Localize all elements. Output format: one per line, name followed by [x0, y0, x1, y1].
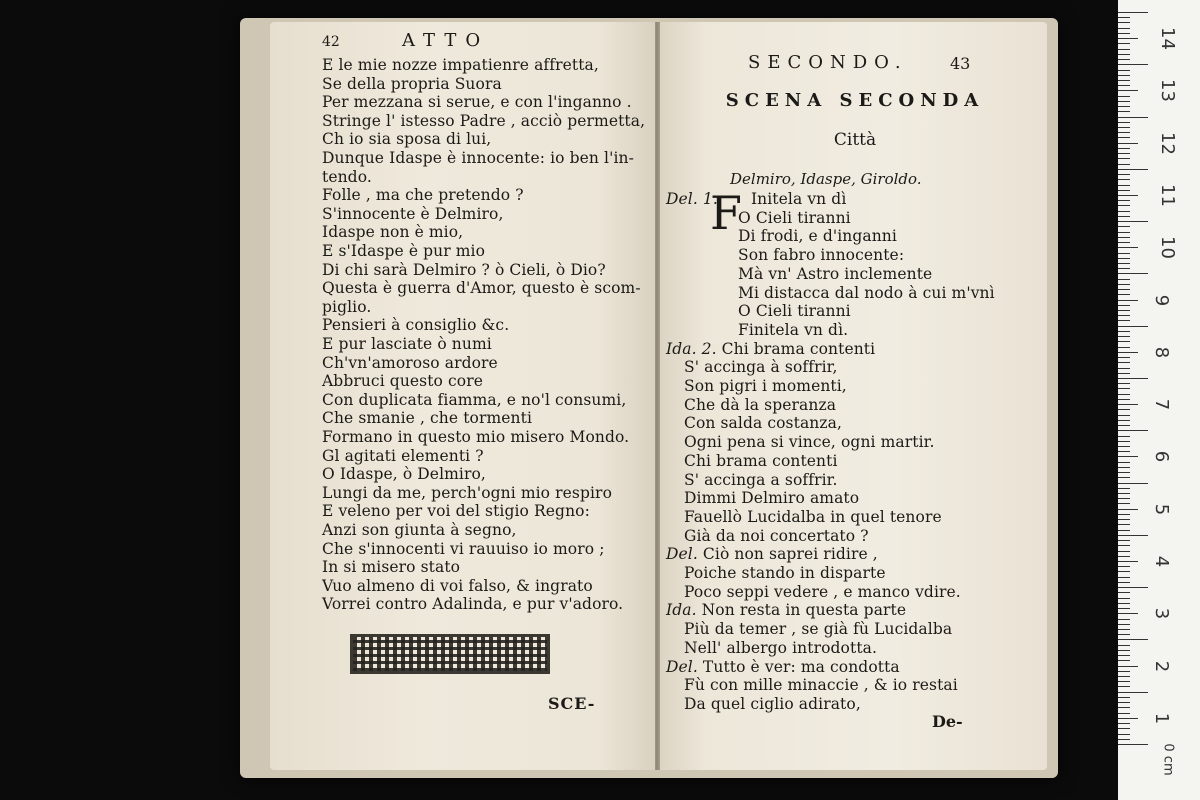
- ruler-tick: [1118, 566, 1130, 567]
- scene-title: SCENA SECONDA: [725, 90, 985, 111]
- right-text-line: [666, 190, 846, 208]
- ruler-tick: [1118, 676, 1130, 677]
- left-page: [270, 22, 655, 770]
- right-text-line: [684, 489, 859, 507]
- ruler-tick: [1118, 153, 1130, 154]
- ruler-tick: [1118, 22, 1130, 23]
- ruler-tick: [1118, 341, 1130, 342]
- ruler-tick: [1118, 483, 1148, 484]
- ruler-number: 7: [1151, 398, 1173, 411]
- left-text-line: Dunque Idaspe è innocente: io ben l'in-: [322, 149, 634, 167]
- ruler-number: 2: [1151, 660, 1173, 672]
- left-text-line: Con duplicata fiamma, e no'l consumi,: [322, 390, 627, 409]
- left-text-line: Per mezzana si serue, e con l'inganno .: [322, 93, 632, 112]
- speaker-label: Ida. 2.: [666, 339, 722, 358]
- right-catchword: De-: [932, 712, 963, 731]
- left-catchword: SCE-: [548, 694, 596, 713]
- ruler-tick: [1118, 158, 1130, 159]
- ruler-tick: [1118, 660, 1130, 661]
- ruler-tick: [1118, 174, 1130, 175]
- ruler-tick: [1118, 666, 1138, 667]
- left-text-line: Gl agitati elementi ?: [322, 446, 484, 465]
- ruler-tick: [1118, 85, 1130, 86]
- ruler-tick: [1118, 54, 1130, 55]
- ruler-number: 10: [1156, 236, 1178, 260]
- ruler-tick: [1118, 634, 1130, 635]
- ruler-number: 4: [1151, 555, 1173, 568]
- ruler-tick: [1118, 409, 1130, 410]
- right-text-line: [684, 471, 837, 489]
- ruler-tick: [1118, 456, 1138, 457]
- ruler-tick: [1118, 75, 1130, 76]
- left-text-line: Pensieri à consiglio &c.: [322, 316, 510, 335]
- ruler-tick: [1118, 221, 1148, 222]
- ruler-tick: [1118, 524, 1130, 525]
- ruler-tick: [1118, 70, 1130, 71]
- ruler-tick: [1118, 237, 1130, 238]
- verse-text: S' accinga a soffrir.: [684, 470, 838, 489]
- ruler-tick: [1118, 436, 1130, 437]
- ruler-tick: [1118, 336, 1130, 337]
- verse-text: Poco seppi vedere , e manco vdire.: [684, 582, 961, 601]
- ruler-tick: [1118, 587, 1148, 588]
- ruler-tick: [1118, 718, 1138, 719]
- right-text-line: [666, 340, 875, 358]
- left-text-line: O Idaspe, ò Delmiro,: [322, 465, 486, 484]
- ruler-tick: [1118, 441, 1130, 442]
- ruler-tick: [1118, 556, 1130, 557]
- ruler-tick: [1118, 273, 1148, 274]
- right-text-line: [738, 302, 851, 320]
- ruler-tick: [1118, 713, 1130, 714]
- ruler-tick: [1118, 551, 1130, 552]
- verse-text: Tutto è ver: ma condotta: [702, 657, 900, 676]
- ruler-tick: [1118, 315, 1130, 316]
- right-text-line: [684, 358, 837, 376]
- ruler-tick: [1118, 535, 1148, 536]
- ruler-tick: [1118, 127, 1130, 128]
- ruler-tick: [1118, 49, 1130, 50]
- right-text-line: [684, 414, 842, 432]
- ruler-tick: [1118, 137, 1130, 138]
- ruler-tick: [1118, 702, 1130, 703]
- ruler-number: 8: [1151, 346, 1173, 359]
- verse-text: Da quel ciglio adirato,: [684, 694, 861, 713]
- ruler-tick: [1118, 603, 1130, 604]
- left-text-line: In si misero stato: [322, 558, 461, 577]
- right-text-line: [666, 601, 906, 619]
- ruler-tick: [1118, 509, 1138, 510]
- ruler-tick: [1118, 619, 1130, 620]
- ruler-tick: [1118, 200, 1130, 201]
- ruler-tick: [1118, 629, 1130, 630]
- ruler-tick: [1118, 383, 1130, 384]
- ruler-tick: [1118, 394, 1130, 395]
- ruler-tick: [1118, 503, 1130, 504]
- ruler-tick: [1118, 148, 1130, 149]
- speaker-label: Del. 1.: [666, 190, 723, 208]
- right-text-line: [666, 658, 900, 676]
- ruler-tick: [1118, 362, 1130, 363]
- ruler-tick: [1118, 650, 1130, 651]
- ruler-tick: [1118, 582, 1130, 583]
- ruler-tick: [1118, 728, 1130, 729]
- ruler-tick: [1118, 608, 1130, 609]
- verse-text: Fù con mille minaccie , & io restai: [684, 676, 958, 695]
- ruler-tick: [1118, 598, 1130, 599]
- right-text-line: [684, 508, 942, 526]
- verse-text: Chi brama contenti: [684, 451, 838, 470]
- ruler-tick: [1118, 64, 1148, 65]
- speaker-label: Ida.: [666, 601, 702, 620]
- right-text-line: [738, 246, 904, 264]
- right-text-line: [684, 620, 952, 638]
- left-text-line: S'innocente è Delmiro,: [322, 204, 504, 223]
- left-text-line: Che s'innocenti vi rauuiso io moro ;: [322, 539, 605, 558]
- left-text-line: Che smanie , che tormenti: [322, 409, 533, 428]
- ruler-tick: [1118, 707, 1130, 708]
- ruler-tick: [1118, 96, 1130, 97]
- ruler-tick: [1118, 242, 1130, 243]
- ruler-number: 9: [1151, 294, 1173, 306]
- right-running-head: SECONDO.: [748, 52, 908, 73]
- right-text-line: [684, 639, 877, 657]
- verse-text: O Cieli tiranni: [738, 302, 851, 321]
- left-text-line: Vorrei contro Adalinda, e pur v'adoro.: [322, 595, 624, 614]
- ruler-tick: [1118, 211, 1130, 212]
- ruler-tick: [1118, 373, 1130, 374]
- ruler-tick: [1118, 59, 1130, 60]
- ruler-tick: [1118, 472, 1130, 473]
- ruler-tick: [1118, 310, 1130, 311]
- ruler-tick: [1118, 451, 1130, 452]
- ruler-tick: [1118, 195, 1138, 196]
- left-text-line: E le mie nozze impatienre affretta,: [322, 56, 599, 74]
- ruler-tick: [1118, 179, 1130, 180]
- left-text-line: Di chi sarà Delmiro ? ò Cieli, ò Dio?: [322, 260, 606, 279]
- ruler-tick: [1118, 232, 1130, 233]
- ruler-tick: [1118, 263, 1130, 264]
- ruler-tick: [1118, 467, 1130, 468]
- left-header: [322, 30, 490, 51]
- ruler-tick: [1118, 671, 1130, 672]
- left-text-line: Se della propria Suora: [322, 74, 502, 93]
- ruler-tick: [1118, 561, 1138, 562]
- right-text-line: [738, 265, 932, 283]
- ruler-tick: [1118, 268, 1130, 269]
- ruler-tick: [1118, 294, 1130, 295]
- scene-characters: Delmiro, Idaspe, Giroldo.: [730, 170, 922, 188]
- ruler-tick: [1118, 388, 1130, 389]
- ruler-tick: [1118, 624, 1130, 625]
- left-text-line: Abbruci questo core: [322, 372, 484, 391]
- ruler-tick: [1118, 425, 1130, 426]
- ruler-number: 14: [1156, 27, 1178, 51]
- ruler-tick: [1118, 357, 1130, 358]
- ruler-tick: [1118, 686, 1130, 687]
- ruler-tick: [1118, 571, 1130, 572]
- ornament-icon: [350, 634, 550, 674]
- left-text-line: Idaspe non è mio,: [322, 223, 464, 242]
- ruler-number: 6: [1151, 451, 1173, 463]
- ruler-tick: [1118, 577, 1130, 578]
- speaker-label: Del.: [666, 545, 703, 564]
- left-text-line: Anzi son giunta à segno,: [322, 521, 517, 539]
- verse-text: Poiche stando in disparte: [684, 564, 886, 582]
- verse-text: Di frodi, e d'inganni: [738, 227, 897, 246]
- right-text-line: [684, 583, 961, 601]
- ruler-tick: [1118, 331, 1130, 332]
- left-running-head: ATTO: [402, 30, 490, 51]
- ruler-tick: [1118, 12, 1148, 13]
- ruler-tick: [1118, 258, 1130, 259]
- ruler-tick: [1118, 216, 1130, 217]
- ruler-tick: [1118, 540, 1130, 541]
- ruler-tick: [1118, 132, 1130, 133]
- ruler-tick: [1118, 43, 1130, 44]
- ruler-tick: [1118, 488, 1130, 489]
- ruler-tick: [1118, 122, 1130, 123]
- scene-place: Città: [833, 130, 877, 150]
- verse-text: Ciò non saprei ridire ,: [702, 545, 878, 564]
- verse-text: Più da temer , se già fù Lucidalba: [684, 620, 953, 639]
- left-text-line: Stringe l' istesso Padre , acciò permetta,: [322, 111, 646, 130]
- verse-text: Son pigri i momenti,: [684, 377, 847, 395]
- ruler-tick: [1118, 38, 1138, 39]
- left-text-line: E veleno per voi del stigio Regno:: [322, 502, 590, 521]
- right-text-line: [738, 227, 897, 245]
- ruler-tick: [1118, 519, 1130, 520]
- ruler-tick: [1118, 80, 1130, 81]
- right-text-line: [684, 396, 836, 414]
- ruler-tick: [1118, 446, 1130, 447]
- right-page: [660, 22, 1047, 770]
- ruler-tick: [1118, 101, 1130, 102]
- ruler-number: 13: [1156, 79, 1178, 103]
- verse-text: S' accinga à soffrir,: [684, 358, 838, 377]
- verse-text: Chi brama contenti: [721, 339, 876, 358]
- ruler-tick: [1118, 681, 1130, 682]
- ruler-number: 5: [1151, 503, 1173, 515]
- ruler-tick: [1118, 305, 1130, 306]
- ruler-tick: [1118, 279, 1130, 280]
- verse-text: Mi distacca dal nodo à cui m'vnì: [738, 283, 995, 302]
- left-text-line: Questa è guerra d'Amor, questo è scom-: [322, 279, 641, 298]
- right-text-line: [684, 433, 934, 451]
- left-text-line: Ch'vn'amoroso ardore: [322, 353, 498, 372]
- right-text-line: [738, 284, 995, 302]
- ruler-tick: [1118, 117, 1148, 118]
- ruler-tick: [1118, 326, 1148, 327]
- right-text-line: [684, 695, 861, 713]
- ruler-tick: [1118, 545, 1130, 546]
- ruler-tick: [1118, 514, 1130, 515]
- ruler-tick: [1118, 205, 1130, 206]
- ruler-tick: [1118, 723, 1130, 724]
- ruler-tick: [1118, 378, 1148, 379]
- verse-text: Finitela vn dì.: [738, 320, 849, 339]
- verse-text: Già da noi concertato ?: [684, 526, 869, 545]
- right-text-line: [666, 545, 878, 563]
- verse-text: Nell' albergo introdotta.: [684, 638, 878, 657]
- right-text-line: [738, 321, 848, 339]
- ruler-tick: [1118, 352, 1138, 353]
- ruler-tick: [1118, 320, 1130, 321]
- ruler-tick: [1118, 639, 1148, 640]
- verse-text: Con salda costanza,: [684, 414, 842, 433]
- left-text-line: Formano in questo mio misero Mondo.: [322, 428, 630, 446]
- ruler-tick: [1118, 164, 1130, 165]
- right-text-line: [738, 209, 851, 227]
- measurement-ruler: [1118, 0, 1200, 800]
- right-text-line: [684, 377, 847, 395]
- ruler-tick: [1118, 697, 1130, 698]
- right-text-line: [684, 564, 886, 582]
- left-text-line: E pur lasciate ò numi: [322, 335, 492, 353]
- ruler-tick: [1118, 530, 1130, 531]
- ruler-tick: [1118, 404, 1138, 405]
- verse-text: Son fabro innocente:: [738, 246, 905, 265]
- verse-text: Mà vn' Astro inclemente: [738, 264, 933, 283]
- drop-capital: F: [710, 186, 742, 240]
- ruler-tick: [1118, 106, 1130, 107]
- left-text-line: piglio.: [322, 297, 372, 316]
- ruler-tick: [1118, 226, 1130, 227]
- ruler-tick: [1118, 645, 1130, 646]
- verse-text: Dimmi Delmiro amato: [684, 489, 860, 508]
- left-text-line: E s'Idaspe è pur mio: [322, 242, 486, 260]
- left-text-line: Lungi da me, perch'ogni mio respiro: [322, 483, 612, 502]
- ruler-tick: [1118, 284, 1130, 285]
- ruler-tick: [1118, 185, 1130, 186]
- ruler-tick: [1118, 28, 1130, 29]
- left-text-line: Vuo almeno di voi falso, & ingrato: [322, 576, 593, 595]
- verse-text: Ogni pena si vince, ogni martir.: [684, 433, 935, 452]
- ruler-tick: [1118, 739, 1130, 740]
- ruler-tick: [1118, 655, 1130, 656]
- ruler-tick: [1118, 169, 1148, 170]
- left-text-line: tendo.: [322, 167, 372, 186]
- ruler-tick: [1118, 247, 1138, 248]
- ruler-tick: [1118, 190, 1130, 191]
- ruler-number: 1: [1151, 712, 1173, 725]
- ruler-number: 11: [1156, 184, 1178, 207]
- left-text-line: Folle , ma che pretendo ?: [322, 186, 524, 205]
- right-text-line: [684, 452, 838, 470]
- ruler-number: 3: [1151, 608, 1173, 620]
- ruler-tick: [1118, 399, 1130, 400]
- ruler-unit: 0 cm: [1160, 743, 1176, 776]
- ruler-tick: [1118, 289, 1130, 290]
- verse-text: Initela vn dì: [750, 190, 847, 208]
- ruler-tick: [1118, 462, 1130, 463]
- ruler-tick: [1118, 17, 1130, 18]
- ruler-tick: [1118, 592, 1130, 593]
- ruler-tick: [1118, 368, 1130, 369]
- ruler-tick: [1118, 90, 1138, 91]
- ruler-tick: [1118, 415, 1130, 416]
- verse-text: Fauellò Lucidalba in quel tenore: [684, 507, 942, 526]
- ruler-tick: [1118, 493, 1130, 494]
- left-page-number: 42: [322, 34, 340, 50]
- ruler-tick: [1118, 477, 1130, 478]
- ruler-tick: [1118, 613, 1138, 614]
- ruler-tick: [1118, 347, 1130, 348]
- ruler-tick: [1118, 498, 1130, 499]
- ruler-tick: [1118, 111, 1130, 112]
- ruler-tick: [1118, 744, 1148, 745]
- verse-text: Non resta in questa parte: [701, 601, 907, 620]
- ruler-tick: [1118, 430, 1148, 431]
- speaker-label: Del.: [666, 657, 703, 676]
- ruler-tick: [1118, 300, 1138, 301]
- verse-text: O Cieli tiranni: [738, 208, 851, 227]
- ruler-tick: [1118, 33, 1130, 34]
- verse-text: Che dà la speranza: [684, 395, 837, 414]
- ruler-number: 12: [1156, 131, 1178, 155]
- right-text-line: [684, 527, 869, 545]
- ruler-tick: [1118, 253, 1130, 254]
- ruler-tick: [1118, 734, 1130, 735]
- right-text-line: [684, 676, 958, 694]
- right-page-number: 43: [950, 54, 971, 73]
- ruler-tick: [1118, 420, 1130, 421]
- left-text-line: Ch io sia sposa di lui,: [322, 130, 492, 149]
- ruler-tick: [1118, 143, 1138, 144]
- ruler-tick: [1118, 692, 1148, 693]
